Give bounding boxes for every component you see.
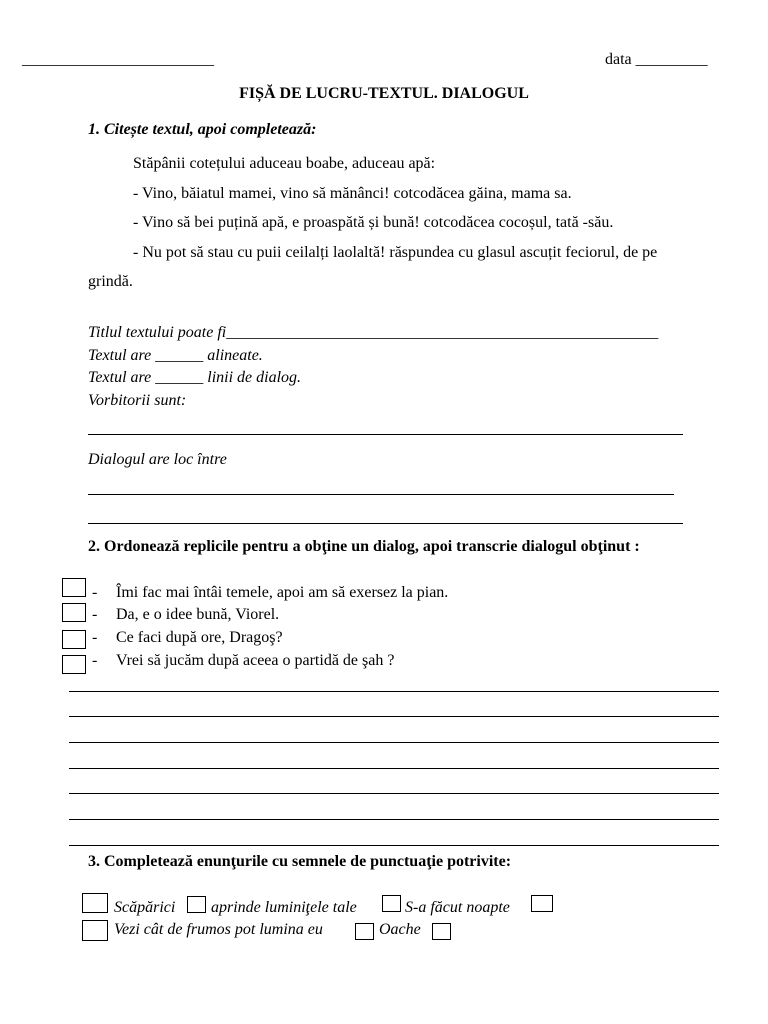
page-title: FIȘĂ DE LUCRU-TEXTUL. DIALOGUL <box>239 85 529 102</box>
punct-box-5[interactable] <box>82 920 108 941</box>
vorbitori-answer-line[interactable] <box>88 434 683 435</box>
punct-box-3[interactable] <box>382 895 401 912</box>
sentence-1-part-2: aprinde luminiţele tale <box>211 899 357 916</box>
ex2-heading: 2. Ordonează replicile pentru a obţine un dialog, apoi transcrie dialogul obţinut : <box>88 538 640 555</box>
q-alineate-blank[interactable]: ______ <box>155 347 204 364</box>
transcribe-line-3[interactable] <box>69 742 719 743</box>
text-line-5: grindă. <box>88 273 133 290</box>
q-title <box>88 323 658 343</box>
ex3-heading: 3. Completează enunţurile cu semnele de punctuaţie potrivite: <box>88 853 512 870</box>
text-line-4: - Nu pot să stau cu puii ceilalți laolaltă! răspundea cu glasul ascuțit feciorul, de pe <box>133 244 658 261</box>
dash-4: - <box>92 652 98 669</box>
q-title-label: Titlul textului poate fi <box>88 324 227 341</box>
sentence-1-part-1: Scăpărici <box>114 899 176 916</box>
punct-box-6[interactable] <box>355 923 374 940</box>
punct-box-4[interactable] <box>531 895 553 912</box>
sentence-2-part-2: Oache <box>379 921 421 938</box>
q-title-blank[interactable]: ______________________________________________________ <box>226 324 659 341</box>
date-field[interactable] <box>605 50 708 70</box>
dash-2: - <box>92 606 98 623</box>
date-blank[interactable]: _________ <box>635 51 708 68</box>
transcribe-line-6[interactable] <box>69 819 719 820</box>
transcribe-line-7[interactable] <box>69 845 719 846</box>
order-box-3[interactable] <box>62 630 86 649</box>
dash-3: - <box>92 629 98 646</box>
dialog-item-1: Îmi fac mai întâi temele, apoi am să exersez la pian. <box>116 584 449 601</box>
text-line-2: - Vino, băiatul mamei, vino să mănânci! cotcodăcea găina, mama sa. <box>133 185 572 202</box>
q-alineate-label-b: alineate. <box>207 347 263 364</box>
dialog-item-4: Vrei să jucăm după aceea o partidă de şah ? <box>116 652 395 669</box>
sentence-2-part-1: Vezi cât de frumos pot lumina eu <box>114 921 323 938</box>
transcribe-line-4[interactable] <box>69 768 719 769</box>
q-linii <box>88 368 301 388</box>
q-alineate <box>88 346 263 366</box>
q-linii-label-a: Textul are <box>88 369 152 386</box>
order-box-4[interactable] <box>62 655 86 674</box>
order-box-2[interactable] <box>62 603 86 622</box>
date-label: data <box>605 51 632 68</box>
dialog-item-3: Ce faci după ore, Dragoş? <box>116 629 283 646</box>
punct-box-2[interactable] <box>187 896 206 913</box>
ex1-heading: 1. Citește textul, apoi completează: <box>88 121 317 138</box>
q-linii-label-b: linii de dialog. <box>207 369 302 386</box>
name-blank[interactable]: ________________________ <box>22 51 214 68</box>
transcribe-line-2[interactable] <box>69 716 719 717</box>
loc-answer-line-1[interactable] <box>88 494 674 495</box>
order-box-1[interactable] <box>62 578 86 597</box>
loc-answer-line-2[interactable] <box>88 523 683 524</box>
text-line-3: - Vino să bei puțină apă, e proaspătă și bună! cotcodăcea cocoșul, tată -său. <box>133 214 614 231</box>
dash-1: - <box>92 584 98 601</box>
dialog-item-2: Da, e o idee bună, Viorel. <box>116 606 280 623</box>
q-linii-blank[interactable]: ______ <box>155 369 204 386</box>
q-alineate-label-a: Textul are <box>88 347 152 364</box>
sentence-1-part-3: S-a făcut noapte <box>405 899 510 916</box>
transcribe-line-1[interactable] <box>69 691 719 692</box>
punct-box-1[interactable] <box>82 893 108 913</box>
text-line-1: Stăpânii cotețului aduceau boabe, aduceau apă: <box>133 155 436 172</box>
punct-box-7[interactable] <box>432 923 451 940</box>
transcribe-line-5[interactable] <box>69 793 719 794</box>
q-vorbitori: Vorbitorii sunt: <box>88 392 187 409</box>
q-loc: Dialogul are loc între <box>88 451 227 468</box>
